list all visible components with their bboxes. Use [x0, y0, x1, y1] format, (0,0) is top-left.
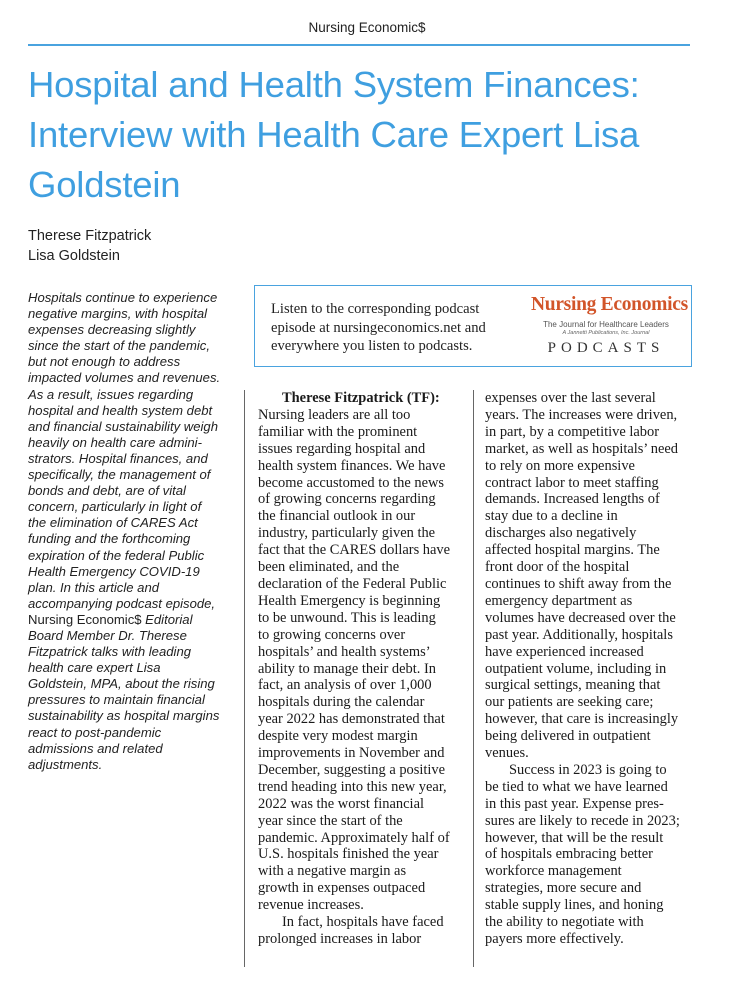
body-line: Health Emergency is beginning [258, 592, 441, 609]
body-line: to be unwound. This is leading [258, 609, 436, 626]
logo-title: Nursing Economics [531, 294, 688, 315]
body-line: Nursing leaders are all too [258, 406, 411, 423]
body-line: year 2022 has demonstrated that [258, 711, 445, 728]
logo-publisher: A Jannetti Publications, Inc. Journal [562, 330, 650, 336]
author-list [28, 226, 151, 266]
abstract [28, 290, 236, 773]
body-line: of hospitals embracing better [485, 846, 653, 863]
body-line: strategies, more secure and [485, 880, 642, 897]
abstract-line: Hospitals continue to experience [28, 290, 218, 305]
body-line: been eliminated, and the [258, 559, 400, 576]
body-line: sures are likely to recede in 2023; [485, 812, 680, 829]
body-line: surgical settings, meaning that [485, 677, 661, 694]
body-line: fact that the CARES dollars have [258, 542, 451, 559]
body-line: contract labor to meet staffing [485, 474, 659, 491]
abstract-line: Goldstein, MPA, about the rising [28, 676, 215, 692]
podcast-callout [254, 285, 692, 367]
body-line: our patients are seeking care; [485, 694, 654, 711]
abstract-line: negative margins, with hospital [28, 306, 208, 322]
abstract-line: As a result, issues regarding [28, 386, 194, 402]
column-divider [473, 390, 474, 967]
abstract-line: since the start of the pandemic, [28, 338, 210, 354]
podcast-line: everywhere you listen to podcasts. [271, 338, 473, 354]
body-line: ability to manage their debt. In [258, 660, 437, 677]
body-line: the ability to negotiate with [485, 914, 644, 931]
abstract-line: Health Emergency COVID-19 [28, 563, 200, 579]
podcast-text [271, 300, 531, 356]
body-line: of growing concerns regarding [258, 491, 436, 508]
body-line: trend heading into this new year, [258, 778, 447, 795]
article-title: Hospital and Health System Finances: Interview with Health Care Expert Lisa Goldstein [28, 64, 640, 205]
body-line: however, that will be the result [485, 829, 664, 846]
body-line: expenses over the last several [485, 390, 656, 406]
body-line: 2022 was the worst financial [258, 795, 424, 812]
body-line: in part, by a competitive labor [485, 423, 659, 440]
body-line: venues. [485, 745, 529, 762]
body-line: stay due to a decline in [485, 508, 618, 525]
abstract-line [28, 612, 192, 627]
abstract-line: admissions and related [28, 740, 163, 756]
logo-tagline: The Journal for Healthcare Leaders [543, 320, 669, 329]
podcast-logo [531, 292, 688, 362]
abstract-line: health care expert Lisa [28, 660, 161, 676]
body-line: December, suggesting a positive [258, 761, 446, 778]
body-line: health system finances. We have [258, 457, 446, 474]
abstract-line: expiration of the federal Public [28, 547, 205, 563]
abstract-line: accompanying podcast episode, [28, 595, 216, 611]
journal-reference: Nursing Economic$ [28, 611, 142, 627]
body-line: in this past year. Expense pres- [485, 795, 664, 812]
abstract-line: Board Member Dr. Therese [28, 627, 187, 643]
body-line: have experienced increased [485, 643, 644, 660]
body-line: revenue increases. [258, 897, 364, 914]
abstract-line: specifically, the management of [28, 467, 211, 483]
body-line: growth in expenses outpaced [258, 880, 426, 897]
journal-name: Nursing Economic$ [308, 20, 426, 35]
body-line: familiar with the prominent [258, 423, 418, 440]
body-line: Success in 2023 is going to [509, 761, 667, 778]
body-line: affected hospital margins. The [485, 542, 660, 559]
body-line: years. The increases were driven, [485, 406, 678, 423]
body-column-2 [485, 390, 693, 948]
body-line: the financial outlook in our [258, 508, 416, 525]
abstract-line: plan. In this article and [28, 579, 160, 595]
body-line: being delivered in outpatient [485, 728, 651, 745]
abstract-line: and financial sustainability weigh [28, 418, 218, 434]
abstract-line: adjustments. [28, 756, 103, 772]
body-line: to rely on more expensive [485, 457, 635, 474]
body-line: payers more effectively. [485, 931, 624, 947]
abstract-line: strators. Hospital finances, and [28, 450, 208, 466]
body-line: stable supply lines, and honing [485, 897, 664, 914]
abstract-line: react to post-pandemic [28, 724, 162, 740]
header-rule [28, 44, 690, 46]
abstract-line: pressures to maintain financial [28, 692, 205, 708]
column-divider [244, 390, 245, 967]
abstract-line: concern, particularly in light of [28, 499, 202, 515]
body-line: emergency department as [485, 592, 633, 609]
speaker-label: Therese Fitzpatrick (TF): [282, 390, 440, 406]
abstract-line: the elimination of CARES Act [28, 515, 198, 531]
body-line: industry, particularly given the [258, 525, 436, 542]
body-line: discharges also negatively [485, 525, 637, 542]
body-line: outpatient volume, including in [485, 660, 667, 677]
logo-podcasts: PODCASTS [547, 340, 665, 356]
body-column-1 [258, 390, 463, 948]
body-line: however, that care is increasingly [485, 711, 679, 728]
body-line: U.S. hospitals finished the year [258, 846, 439, 863]
body-line: market, as well as hospitals’ need [485, 440, 678, 457]
author-name: Therese Fitzpatrick [28, 228, 152, 244]
abstract-line-rest: Editorial [141, 611, 193, 627]
abstract-line: funding and the forthcoming [28, 531, 191, 547]
body-line: become accustomed to the news [258, 474, 445, 491]
body-line: past year. Additionally, hospitals [485, 626, 673, 643]
body-line: improvements in November and [258, 745, 445, 762]
body-line: hospitals’ and health systems’ [258, 643, 431, 660]
body-line: front door of the hospital [485, 559, 630, 576]
body-line: to growing concerns over [258, 626, 406, 643]
body-line: with a negative margin as [258, 863, 407, 880]
body-line: continues to shift away from the [485, 575, 672, 592]
body-line: issues regarding hospital and [258, 440, 426, 457]
abstract-line: bonds and debt, are of vital [28, 483, 186, 499]
author-name: Lisa Goldstein [28, 248, 120, 264]
body-line: workforce management [485, 863, 622, 880]
body-line: pandemic. Approximately half of [258, 829, 450, 846]
abstract-line: impacted volumes and revenues. [28, 370, 221, 386]
body-line: prolonged increases in labor [258, 931, 422, 947]
body-line: fact, an analysis of over 1,000 [258, 677, 432, 694]
abstract-line: Fitzpatrick talks with leading [28, 644, 192, 660]
body-line: be tied to what we have learned [485, 778, 668, 795]
body-line: declaration of the Federal Public [258, 575, 447, 592]
body-line: despite very modest margin [258, 728, 418, 745]
body-line: In fact, hospitals have faced [282, 914, 444, 931]
abstract-line: sustainability as hospital margins [28, 708, 220, 724]
body-line: hospitals during the calendar [258, 694, 425, 711]
podcast-line: episode at nursingeconomics.net and [271, 319, 486, 336]
abstract-line: hospital and health system debt [28, 402, 213, 418]
body-line: year since the start of the [258, 812, 403, 829]
abstract-line: heavily on health care admini- [28, 434, 202, 450]
abstract-line: expenses decreasing slightly [28, 322, 196, 338]
body-line: volumes have decreased over the [485, 609, 676, 626]
abstract-line: but not enough to address [28, 354, 181, 370]
podcast-line: Listen to the corresponding podcast [271, 301, 480, 317]
body-line: demands. Increased lengths of [485, 491, 660, 508]
